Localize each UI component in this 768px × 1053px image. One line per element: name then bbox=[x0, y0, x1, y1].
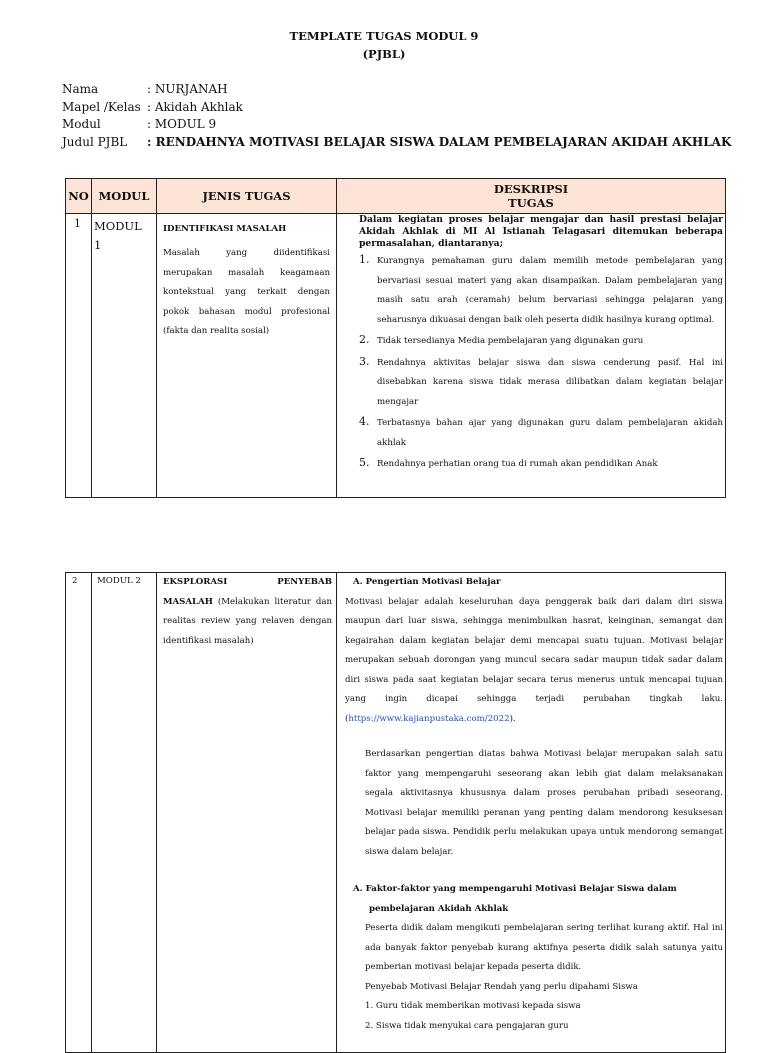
jenis-body: Masalah yang diidentifikasi merupakan masalah keagamaan kontekstual yang terkait dengan pokok bahasan modul profesional (fakta dan realita sosial) bbox=[163, 248, 330, 336]
paragraph-1-text: Motivasi belajar adalah keseluruhan daya penggerak baik dari dalam diri siswa maupun dari luar siswa, sehingga menimbulkan hasrat, keinginan, semangat dan kegairahan dalam kegiatan belajar demi mencapai suatu tujuan. Motivasi belajar merupakan sebuah dorongan yang muncul secara sadar maupun tidak sadar dalam diri siswa pada saat kegiatan belajar secara terus menerus untuk mencapai tujuan yang ingin dicapai sehingga terjadi perubahan tingkah laku. ( bbox=[345, 596, 723, 724]
row-no: 1 bbox=[66, 214, 92, 498]
info-row-mapel bbox=[62, 99, 731, 117]
paragraph-2: Berdasarkan pengertian diatas bahwa Motivasi belajar merupakan salah satu faktor yang mempengaruhi seseorang akan lebih giat dalam melaksanakan segala aktivitasnya khususnya dalam proses perubahan pribadi seseorang. Motivasi belajar memiliki peranan yang penting dalam mendorong kesuksesan belajar pada siswa. Pendidik perlu melakukan upaya untuk mendorong semangat siswa dalam belajar. bbox=[365, 749, 723, 857]
header-no: NO bbox=[66, 179, 92, 214]
deskripsi-intro: Dalam kegiatan proses belajar mengajar dan hasil prestasi belajar Akidah Akhlak di MI Al Istianah Telagasari ditemukan beberapa permasalahan, diantaranya; bbox=[359, 214, 723, 249]
info-row-judul bbox=[62, 134, 731, 152]
info-label: Judul PJBL bbox=[62, 134, 128, 149]
paragraph-1 bbox=[345, 593, 723, 730]
info-row-nama bbox=[62, 81, 731, 99]
table-header-row bbox=[66, 179, 726, 214]
paragraph-4: Penyebab Motivasi Belajar Rendah yang perlu dipahami Siswa bbox=[365, 981, 638, 992]
info-value: : Akidah Akhlak bbox=[147, 99, 243, 114]
row-deskripsi bbox=[337, 573, 726, 1053]
jenis-rest: (Melakukan literatur dan realitas review yang relaven dengan identifikasi masalah) bbox=[163, 596, 332, 646]
problem-list bbox=[359, 250, 723, 475]
info-label: Modul bbox=[62, 117, 101, 131]
jenis-text bbox=[163, 573, 332, 651]
info-value: : MODUL 9 bbox=[147, 117, 217, 131]
list-item: 5. Rendahnya perhatian orang tua di rumah akan pendidikan Anak bbox=[373, 453, 723, 475]
row-deskripsi bbox=[337, 214, 726, 498]
info-label: Nama bbox=[62, 82, 99, 96]
list-item: 4. Terbatasnya bahan ajar yang digunakan guru dalam pembelajaran akidah akhlak bbox=[373, 412, 723, 453]
list-item: 3. Rendahnya aktivitas belajar siswa dan siswa cenderung pasif. Hal ini disebabkan karena siswa tidak merasa dilibatkan dalam kegiatan belajar mengajar bbox=[373, 352, 723, 413]
row-modul: MODUL 2 bbox=[92, 573, 157, 1053]
table-row bbox=[66, 573, 726, 1053]
task-table-1 bbox=[65, 178, 726, 498]
header-jenis-tugas: JENIS TUGAS bbox=[157, 179, 337, 214]
jenis-bold: MASALAH bbox=[163, 596, 213, 607]
info-row-modul bbox=[62, 116, 731, 134]
row-jenis-tugas bbox=[157, 573, 337, 1053]
row-jenis-tugas bbox=[157, 214, 337, 498]
reference-link[interactable]: https://www.kajianpustaka.com/2022 bbox=[348, 713, 510, 724]
row-modul-line2: 1 bbox=[94, 238, 102, 252]
list-item: 2. Siswa tidak menyukai cara pengajaran guru bbox=[365, 1020, 569, 1031]
list-item: 1. Kurangnya pemahaman guru dalam memilih metode pembelajaran yang bervariasi sesuai materi yang akan disampaikan. Dalam pembelajaran yang masih satu arah (ceramah) belum bervariasi sehingga pelajaran yang seharusnya dikuasai dengan baik oleh peserta didik hasilnya kurang optimal. bbox=[373, 250, 723, 330]
header-deskripsi-line1: DESKRIPSI bbox=[493, 182, 569, 196]
document-title: TEMPLATE TUGAS MODUL 9 bbox=[289, 29, 479, 43]
row-modul bbox=[92, 214, 157, 498]
list-item: 2. Tidak tersedianya Media pembelajaran yang digunakan guru bbox=[373, 330, 723, 352]
jenis-title: IDENTIFIKASI MASALAH bbox=[163, 224, 287, 234]
spacer bbox=[345, 729, 723, 745]
row-modul-line1: MODUL bbox=[94, 219, 142, 233]
header-deskripsi-line2: TUGAS bbox=[508, 196, 554, 210]
task-table-2 bbox=[65, 572, 726, 1053]
paragraph-1-end: ). bbox=[509, 713, 516, 724]
document-subtitle: (PJBL) bbox=[362, 47, 406, 61]
jenis-bold: EKSPLORASI PENYEBAB bbox=[163, 577, 332, 587]
row-no: 2 bbox=[66, 573, 92, 1053]
section-heading-b-cont: pembelajaran Akidah Akhlak bbox=[369, 903, 509, 914]
spacer bbox=[345, 862, 723, 880]
section-heading-a: A. Pengertian Motivasi Belajar bbox=[353, 577, 501, 587]
header-deskripsi bbox=[337, 179, 726, 214]
info-label: Mapel /Kelas bbox=[62, 99, 141, 114]
list-item: 1. Guru tidak memberikan motivasi kepada siswa bbox=[365, 1001, 581, 1011]
info-value: : NURJANAH bbox=[147, 82, 228, 96]
paragraph-3: Peserta didik dalam mengikuti pembelajaran sering terlihat kurang aktif. Hal ini ada banyak faktor penyebab kurang aktifnya peserta didik salah satunya yaitu pemberian motivasi belajar kepada peserta didik. bbox=[365, 923, 723, 972]
section-heading-b: A. Faktor-faktor yang mempengaruhi Motivasi Belajar Siswa dalam bbox=[353, 884, 677, 894]
header-modul: MODUL bbox=[92, 179, 157, 214]
info-value-judul: : RENDAHNYA MOTIVASI BELAJAR SISWA DALAM PEMBELAJARAN AKIDAH AKHLAK bbox=[147, 134, 732, 149]
identity-block bbox=[62, 81, 731, 151]
table-row bbox=[66, 214, 726, 498]
